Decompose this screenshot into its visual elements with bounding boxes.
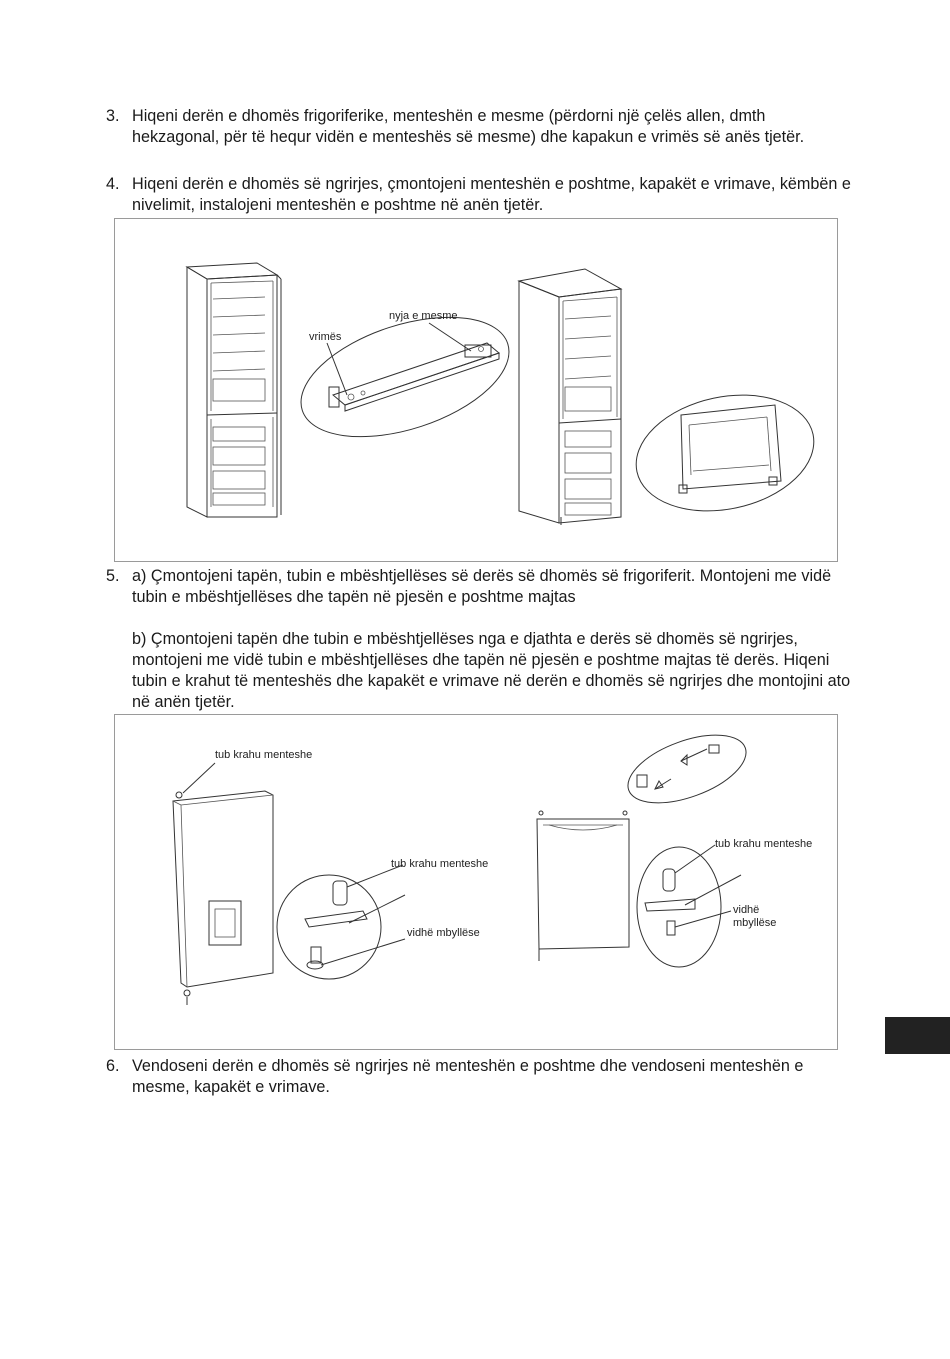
- figure-1-illustration: [115, 219, 837, 561]
- figure-door-tube-plug: [114, 714, 838, 1050]
- label-right-screw-2: mbyllëse: [733, 917, 777, 929]
- step-5: [106, 566, 851, 713]
- section-tab: [885, 1017, 950, 1054]
- freezer-door-right: [537, 811, 629, 961]
- figure-door-hinge-removal: [114, 218, 838, 562]
- label-right-tube: tub krahu menteshe: [715, 838, 813, 850]
- label-mid-screw: vidhë mbyllëse: [407, 927, 480, 939]
- label-middle-hinge: nyja e mesme: [389, 310, 458, 322]
- tube-screw-detail-left: [277, 858, 488, 979]
- step-text: Vendoseni derën e dhomës së ngrirjes në menteshën e poshtme dhe vendoseni menteshën e mesme, kapakët e vrimave.: [132, 1057, 804, 1096]
- fridge-doors-removed-right: [519, 269, 621, 525]
- step-number: 3.: [106, 107, 120, 125]
- tube-screw-detail-right: [637, 838, 812, 967]
- label-mid-tube: tub krahu menteshe: [391, 858, 489, 870]
- step-text: Hiqeni derën e dhomës frigoriferike, menteshën e mesme (përdorni një çelës allen, dmth hekzagonal, për të hequr vidën e menteshës së mesme) dhe kapakun e vrimës së anës tjetër.: [132, 107, 805, 146]
- freezer-door-left: [173, 749, 312, 1005]
- label-left-tube: tub krahu menteshe: [215, 749, 313, 761]
- step-number: 4.: [106, 175, 120, 193]
- fridge-open-left: [187, 263, 281, 517]
- step-text: Hiqeni derën e dhomës së ngrirjes, çmontojeni menteshën e poshtme, kapakët e vrimave, këmbën e nivelimit, instalojeni menteshën e poshtme në anën tjetër.: [132, 175, 851, 214]
- label-hole: vrimës: [309, 331, 342, 343]
- step-number: 5.: [106, 567, 120, 585]
- plug-detail: [619, 721, 755, 816]
- step-3: [106, 106, 851, 148]
- step-6: [106, 1056, 851, 1098]
- step-text-a: a) Çmontojeni tapën, tubin e mbështjellëses së derës së dhomës së frigoriferit. Montojeni me vidë tubin e mbështjellëses dhe tapën në pjesën e poshtme majtas: [132, 567, 832, 606]
- bottom-hinge-detail: [625, 380, 824, 527]
- middle-hinge-detail: [286, 294, 524, 460]
- figure-2-illustration: [115, 715, 837, 1049]
- label-right-screw-1: vidhë: [733, 904, 760, 916]
- step-text-b: b) Çmontojeni tapën dhe tubin e mbështjellëses nga e djathta e derës së dhomës së ngrirjes, montojeni me vidë tubin e mbështjellëses dhe tapën në pjesën e poshtme majtas të derës. Hiqeni tubin e krahut të menteshës dhe kapakët e vrimave në derën e dhomës së ngrirjes dhe montojini ato në anën tjetër.: [132, 630, 851, 711]
- step-4: [106, 174, 851, 216]
- step-number: 6.: [106, 1057, 120, 1075]
